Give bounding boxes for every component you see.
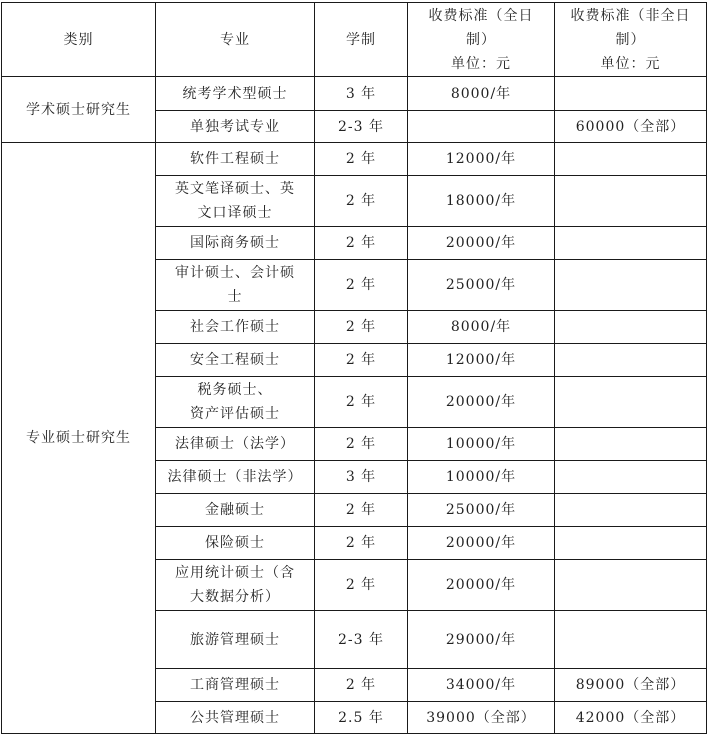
major-cell: 金融硕士 <box>156 494 315 527</box>
fee-full-cell: 8000/年 <box>408 311 555 344</box>
duration-cell: 2-3 年 <box>315 111 408 143</box>
fee-part-cell <box>555 560 707 611</box>
fee-part-cell: 89000（全部） <box>555 669 707 702</box>
major-cell: 法律硕士（法学） <box>156 428 315 461</box>
fee-full-cell: 10000/年 <box>408 428 555 461</box>
major-cell: 安全工程硕士 <box>156 344 315 377</box>
duration-cell: 2 年 <box>315 176 408 227</box>
category-professional: 专业硕士研究生 <box>2 143 156 734</box>
header-fee-full-line1: 收费标准（全日 <box>428 7 534 24</box>
fee-part-cell <box>555 377 707 428</box>
header-fee-full-line2: 制） <box>466 31 496 48</box>
fee-part-cell <box>555 143 707 176</box>
fee-part-cell <box>555 461 707 494</box>
duration-cell: 2 年 <box>315 428 408 461</box>
fee-part-cell <box>555 428 707 461</box>
major-line: 资产评估硕士 <box>190 406 280 422</box>
fee-full-cell: 10000/年 <box>408 461 555 494</box>
duration-cell: 2 年 <box>315 560 408 611</box>
fee-part-cell: 42000（全部） <box>555 702 707 734</box>
duration-cell: 2.5 年 <box>315 702 408 734</box>
fee-full-cell: 20000/年 <box>408 527 555 560</box>
major-cell: 单独考试专业 <box>156 111 315 143</box>
major-cell: 保险硕士 <box>156 527 315 560</box>
table-row <box>2 143 707 176</box>
major-cell: 统考学术型硕士 <box>156 77 315 111</box>
fee-full-cell: 25000/年 <box>408 260 555 311</box>
fee-full-cell: 20000/年 <box>408 377 555 428</box>
duration-cell: 2 年 <box>315 377 408 428</box>
fee-part-cell: 60000（全部） <box>555 111 707 143</box>
header-fee-full-line3: 单位：元 <box>451 55 511 72</box>
major-cell: 国际商务硕士 <box>156 227 315 260</box>
major-line: 税务硕士、 <box>197 382 273 398</box>
duration-cell: 2 年 <box>315 260 408 311</box>
major-line: 文口译硕士 <box>197 205 273 221</box>
fee-part-cell <box>555 77 707 111</box>
fee-full-cell: 39000（全部） <box>408 702 555 734</box>
duration-cell: 2 年 <box>315 527 408 560</box>
major-line: 英文笔译硕士、英 <box>175 181 295 197</box>
major-cell: 公共管理硕士 <box>156 702 315 734</box>
header-fee-part-line3: 单位：元 <box>600 55 661 72</box>
major-cell: 旅游管理硕士 <box>156 611 315 669</box>
duration-cell: 3 年 <box>315 461 408 494</box>
major-cell: 工商管理硕士 <box>156 669 315 702</box>
duration-cell: 2 年 <box>315 344 408 377</box>
header-row <box>2 3 707 77</box>
major-cell: 法律硕士（非法学） <box>156 461 315 494</box>
table-row <box>2 77 707 111</box>
major-line: 大数据分析） <box>190 589 280 605</box>
fee-part-cell <box>555 494 707 527</box>
fee-part-cell <box>555 311 707 344</box>
duration-cell: 3 年 <box>315 77 408 111</box>
major-cell: 软件工程硕士 <box>156 143 315 176</box>
duration-cell: 2 年 <box>315 311 408 344</box>
major-cell: 社会工作硕士 <box>156 311 315 344</box>
major-line: 应用统计硕士（含 <box>175 565 295 581</box>
fee-full-cell: 12000/年 <box>408 344 555 377</box>
fee-full-cell: 8000/年 <box>408 77 555 111</box>
fee-full-cell: 29000/年 <box>408 611 555 669</box>
major-cell <box>156 176 315 227</box>
header-fee-part-line1: 收费标准（非全日 <box>570 7 691 24</box>
duration-cell: 2-3 年 <box>315 611 408 669</box>
category-academic: 学术硕士研究生 <box>2 77 156 143</box>
major-line: 士 <box>227 289 243 305</box>
fee-part-cell <box>555 611 707 669</box>
fee-full-cell: 12000/年 <box>408 143 555 176</box>
duration-cell: 2 年 <box>315 669 408 702</box>
fee-part-cell <box>555 227 707 260</box>
fee-table <box>1 2 707 734</box>
fee-full-cell: 18000/年 <box>408 176 555 227</box>
fee-full-cell: 34000/年 <box>408 669 555 702</box>
duration-cell: 2 年 <box>315 227 408 260</box>
fee-part-cell <box>555 176 707 227</box>
major-cell <box>156 377 315 428</box>
header-fee-part <box>555 3 707 77</box>
fee-part-cell <box>555 527 707 560</box>
fee-full-cell: 20000/年 <box>408 560 555 611</box>
header-fee-part-line2: 制） <box>615 31 646 48</box>
fee-full-cell: 25000/年 <box>408 494 555 527</box>
header-major: 专业 <box>156 3 315 77</box>
duration-cell: 2 年 <box>315 143 408 176</box>
fee-full-cell: 20000/年 <box>408 227 555 260</box>
fee-part-cell <box>555 344 707 377</box>
major-cell <box>156 560 315 611</box>
fee-part-cell <box>555 260 707 311</box>
header-duration: 学制 <box>315 3 408 77</box>
fee-full-cell <box>408 111 555 143</box>
duration-cell: 2 年 <box>315 494 408 527</box>
major-line: 审计硕士、会计硕 <box>175 265 295 281</box>
header-fee-full <box>408 3 555 77</box>
major-cell <box>156 260 315 311</box>
header-category: 类别 <box>2 3 156 77</box>
